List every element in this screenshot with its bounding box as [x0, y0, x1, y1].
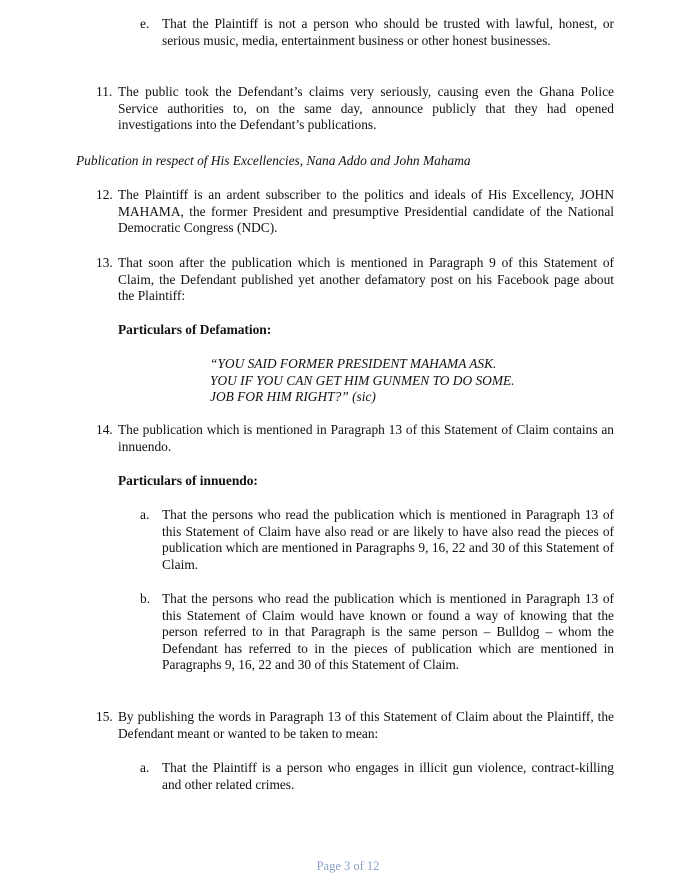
sub-item-e-text: That the Plaintiff is not a person who should be trusted with lawful, honest, or serious music, media, entertainment business or other honest businesses.: [162, 16, 614, 48]
sub-item-label: a.: [140, 760, 150, 775]
paragraph-number: 15.: [96, 709, 113, 724]
paragraph-11-text: The public took the Defendant’s claims very seriously, causing even the Ghana Police Service authorities to, on the same day, announce publicly that they had opened investigations into the Defendant’s publications.: [118, 84, 614, 133]
paragraph-number: 13.: [96, 255, 113, 270]
paragraph-14-text: The publication which is mentioned in Paragraph 13 of this Statement of Claim contains an innuendo.: [118, 422, 614, 454]
sub-item-label: a.: [140, 507, 150, 522]
innuendo-a-text: That the persons who read the publication which is mentioned in Paragraph 13 of this Statement of Claim have also read or are likely to have also read the pieces of publication which are mentioned in Paragraphs 9, 16, 22 and 30 of this Statement of Claim.: [162, 507, 614, 572]
paragraph-number: 11.: [96, 84, 113, 99]
page-number-footer: Page 3 of 12: [316, 859, 380, 873]
meaning-a-text: That the Plaintiff is a person who engages in illicit gun violence, contract-killing and other related crimes.: [162, 760, 614, 792]
paragraph-number: 14.: [96, 422, 113, 437]
quote-line: “YOU SAID FORMER PRESIDENT MAHAMA ASK.: [210, 356, 497, 371]
sub-item-label: e.: [140, 16, 150, 31]
sub-item-label: b.: [140, 591, 151, 606]
particulars-innuendo-heading: Particulars of innuendo:: [118, 473, 258, 488]
paragraph-12-text: The Plaintiff is an ardent subscriber to the politics and ideals of His Excellency, JOHN MAHAMA, the former President and presumptive Presidential candidate of the National Democratic Congress (NDC).: [118, 187, 614, 236]
paragraph-13-text: That soon after the publication which is mentioned in Paragraph 9 of this Statement of Claim, the Defendant published yet another defamatory post on his Facebook page about the Plaintiff:: [118, 255, 614, 304]
section-heading: Publication in respect of His Excellencies, Nana Addo and John Mahama: [76, 153, 471, 168]
quote-line: YOU IF YOU CAN GET HIM GUNMEN TO DO SOME.: [210, 372, 515, 388]
paragraph-15-text: By publishing the words in Paragraph 13 of this Statement of Claim about the Plaintiff, the Defendant meant or wanted to be taken to mean:: [118, 709, 614, 741]
paragraph-number: 12.: [96, 187, 113, 202]
innuendo-b-text: That the persons who read the publication which is mentioned in Paragraph 13 of this Statement of Claim would have known or found a way of knowing that the person referred to in that Paragraph is the same person – Bulldog – whom the Defendant has referred to in the pieces of publication which are mentioned in Paragraphs 9, 16, 22 and 30 of this Statement of Claim.: [162, 591, 614, 673]
defamatory-quote: [210, 356, 590, 406]
particulars-defamation-heading: Particulars of Defamation:: [118, 322, 272, 337]
quote-line: JOB FOR HIM RIGHT?” (sic): [210, 389, 376, 405]
